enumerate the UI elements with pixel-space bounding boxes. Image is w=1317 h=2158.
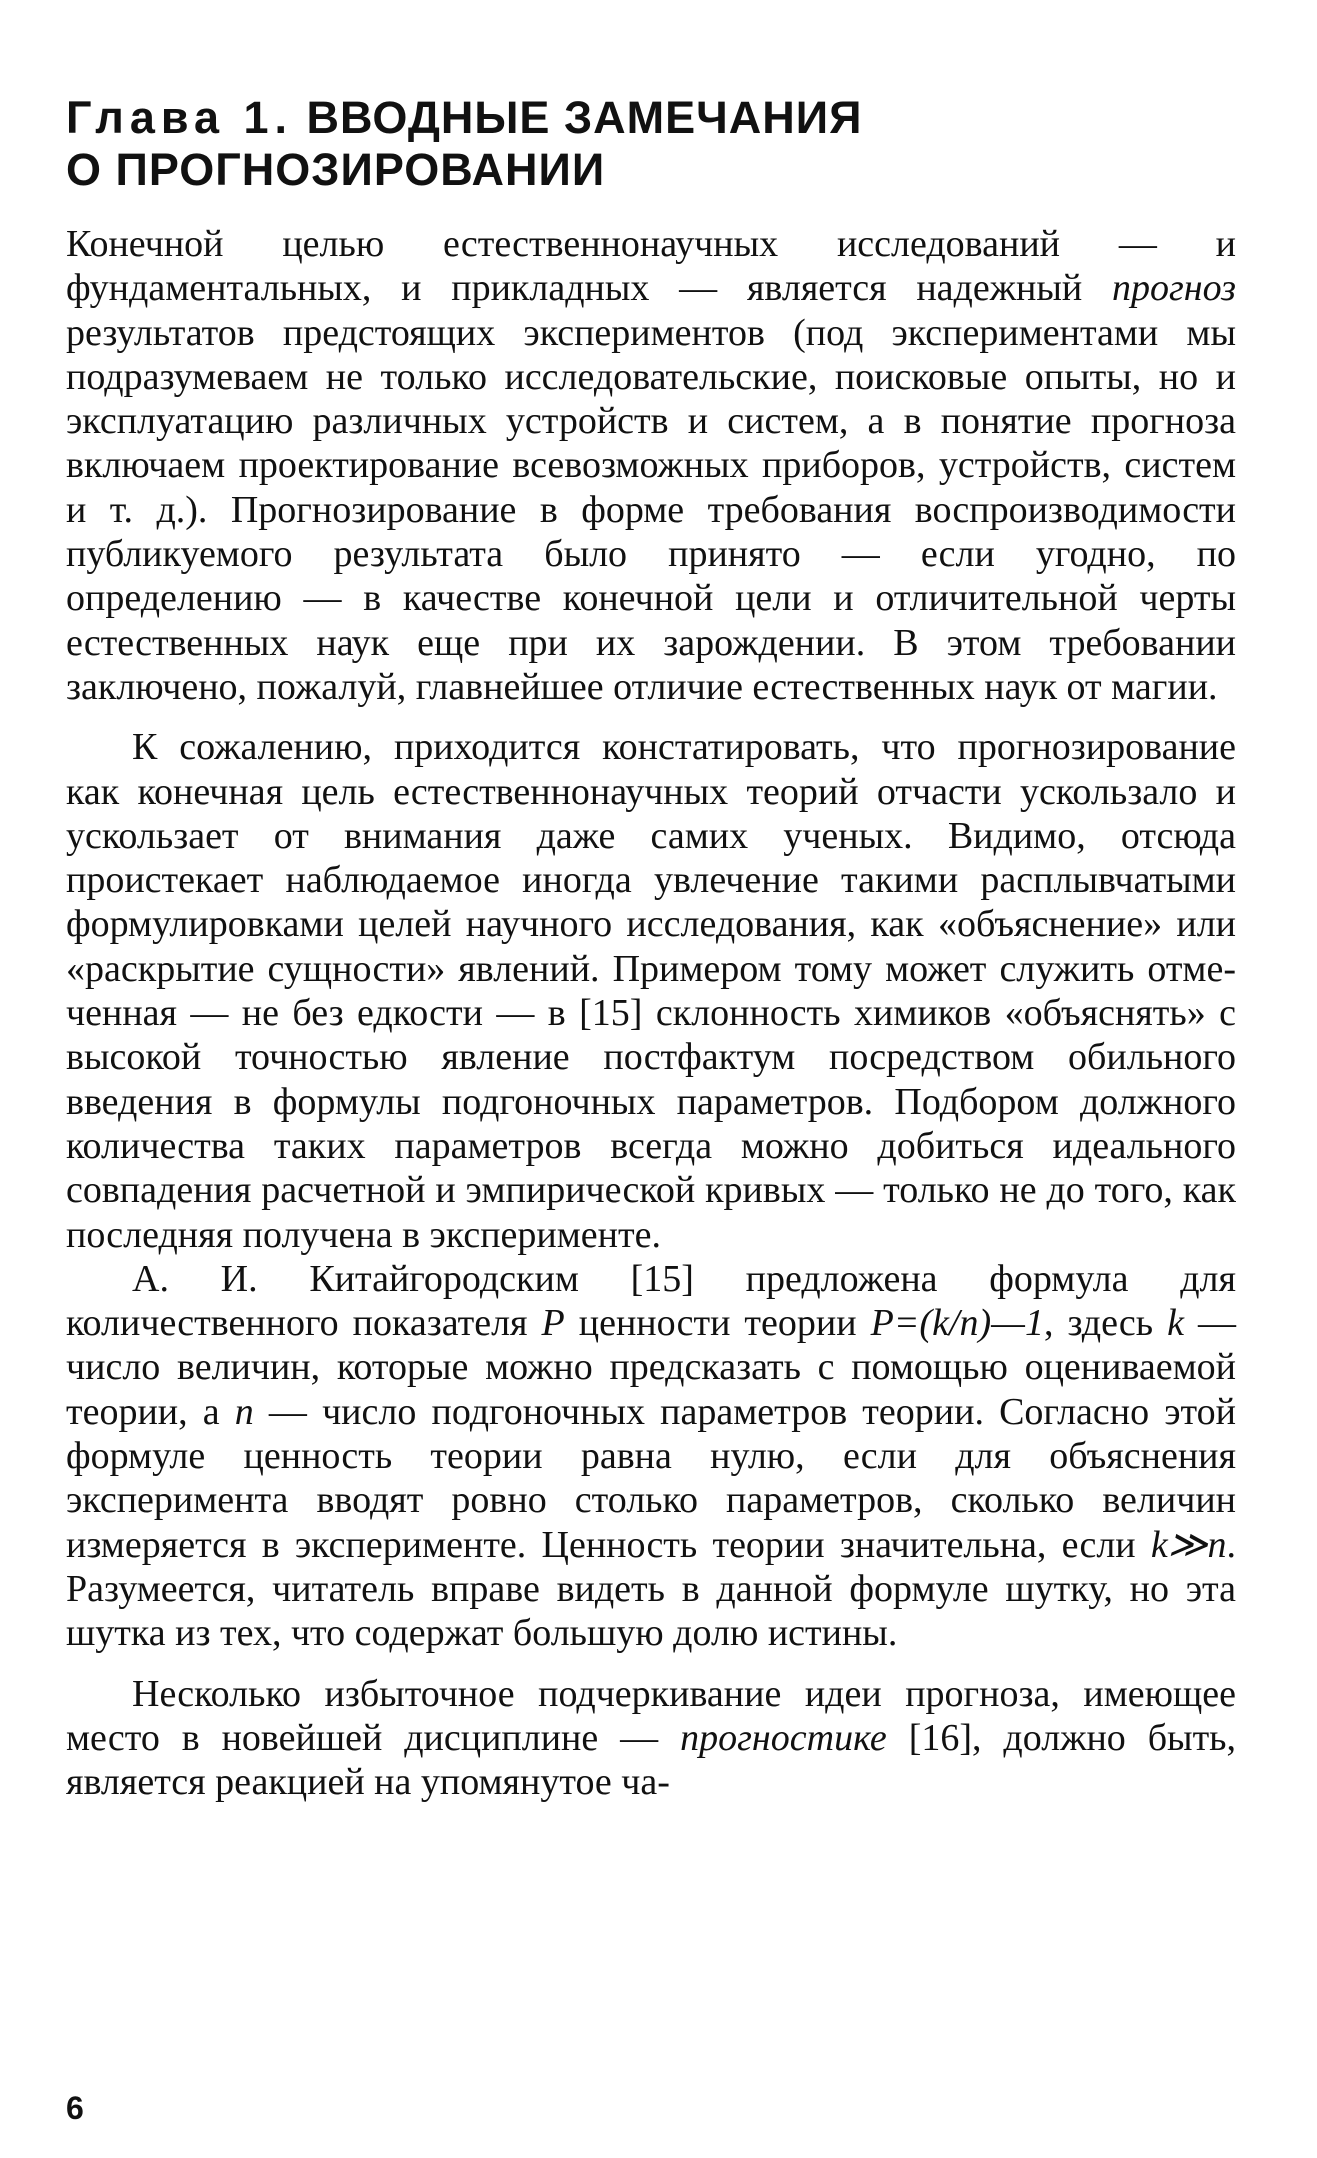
paragraph-3-text-e: — число подгоночных параметров теории. Согласно этой формуле ценность теории равна нулю, если для объяснения эксперимента вводят ровно столько параметров, сколько величин измеряется в эксперименте. Ценность теории значительна, если	[66, 1390, 1237, 1566]
paragraph-3-var-p: P	[541, 1302, 565, 1345]
chapter-title-text-1: ВВОДНЫЕ ЗАМЕЧАНИЯ	[306, 92, 863, 143]
paragraph-1-text-b: результатов предстоящих экспериментов (под экспериментами мы подразумеваем не только исследовательские, поисковые опыты, но и эксплуатацию различных устройств и систем, а в понятие прогноза включаем проектирование всевозможных приборов, устройств, систем и т. д.). Прогнозирование в форме требования воспроизводимости публикуемого результата было принято — если угодно, по определению — в качестве конечной цели и отличительной черты естественных наук еще при их зарождении. В этом требовании заключено, пожалуй, главнейшее отличие естественных наук от магии.	[66, 311, 1236, 708]
paragraph-4	[66, 1672, 1236, 1805]
paragraph-4-text-b: [16], должно быть, является реакцией на упомянутое ча-	[66, 1716, 1237, 1804]
paragraph-4-emphasis: прогностике	[680, 1716, 887, 1759]
paragraph-3-text-a: А. И. Китайгородским [15] предложена формула для количественного показателя	[66, 1257, 1236, 1345]
book-page	[66, 92, 1236, 1804]
chapter-title-line-1	[66, 92, 1236, 144]
paragraph-3-text-c: , здесь	[1043, 1302, 1168, 1345]
paragraph-3-var-k: k	[1167, 1302, 1184, 1345]
paragraph-3-text-b: ценности теории	[564, 1302, 871, 1345]
paragraph-1-emphasis: прогноз	[1111, 267, 1236, 310]
chapter-title	[66, 92, 1236, 196]
paragraph-2: К сожалению, приходится констатировать, что прогнозирование как конечная цель естественнонаучных теорий отчасти ускользало и ускользает от внимания даже самих ученых. Видимо, отсюда проистекает наблюдаемое иногда увлечение такими расплывчатыми формулировками целей научного исследования, как «объяснение» или «раскрытие сущности» явлений. Примером тому может служить отмеченная — не без едкости — в [15] склонность химиков «объяснять» с высокой точностью явление постфактум посредством обильного введения в формулы подгоночных параметров. Подбором должного количества таких параметров всегда можно добиться идеального совпадения расчетной и эмпирической кривых — только не до того, как последняя получена в эксперименте.	[66, 726, 1236, 1256]
paragraph-3-text-d: — число величин, которые можно предсказать с помощью оцениваемой теории, а	[66, 1302, 1237, 1433]
paragraph-3-inequality: k≫n	[1150, 1523, 1227, 1566]
paragraph-4-text-a: Несколько избыточное подчеркивание идеи прогноза, имеющее место в новейшей дисциплине —	[66, 1672, 1236, 1759]
paragraph-3-var-n: n	[234, 1390, 254, 1433]
paragraph-3-text-f: . Разумеется, читатель вправе видеть в данной формуле шутку, но эта шутка из тех, что содержат большую долю истины.	[66, 1523, 1236, 1655]
paragraph-1	[66, 222, 1236, 709]
paragraph-1-text-a: Конечной целью естественнонаучных исследований — и фундаментальных, и прикладных — является надежный	[66, 223, 1236, 310]
paragraph-3-formula: P=(k/n)—1	[870, 1302, 1044, 1345]
paragraph-3	[66, 1257, 1236, 1656]
page-number: 6	[66, 2090, 84, 2126]
chapter-title-line-2: О ПРОГНОЗИРОВАНИИ	[66, 144, 606, 195]
chapter-label: Глава 1.	[66, 92, 294, 143]
